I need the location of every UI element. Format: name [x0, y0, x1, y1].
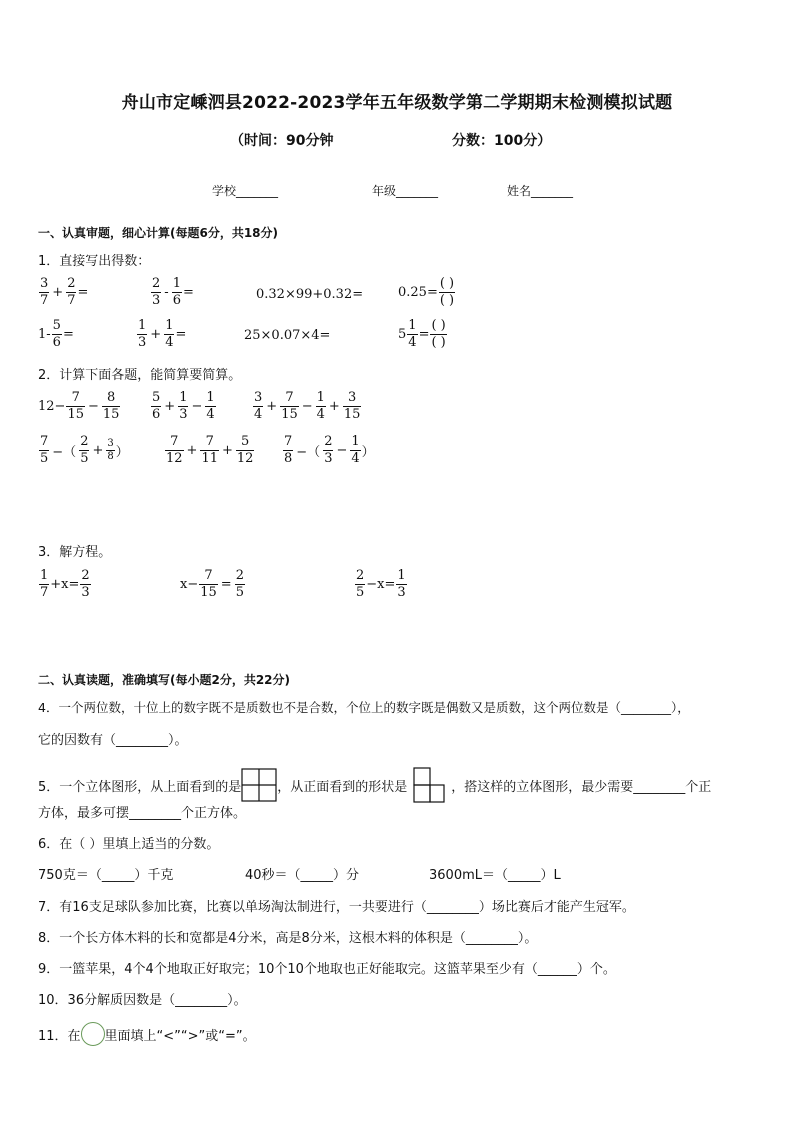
fraction: $\frac{7}{11}$	[201, 434, 218, 466]
fraction: $\frac{2}{7}$	[67, 276, 76, 308]
fraction: $\frac{5}{12}$	[236, 434, 254, 466]
q2-item-f: $\frac{7}{8}$ −（ $\frac{2}{3}$ − $\frac{1}{4}$ ）	[284, 434, 375, 466]
q2-item-a: 12− $\frac{7}{15}$ − $\frac{8}{15}$	[38, 390, 120, 422]
circle-icon	[81, 1022, 105, 1046]
fraction: $\frac{2}{5}$	[235, 568, 244, 600]
fraction: $\frac{1}{4}$	[316, 390, 325, 422]
top-view-icon	[241, 768, 277, 802]
question-4-line2: 它的因数有（________）。	[38, 733, 188, 748]
page-title: 舟山市定嵊泗县2022-2023学年五年级数学第二学期期末检测模拟试题	[121, 93, 673, 113]
fraction: $\frac{1}{4}$	[408, 318, 417, 350]
q1-item-e: 1- $\frac{5}{6}$ =	[38, 318, 74, 350]
question-10: 10．36分解质因数是（________）。	[38, 993, 247, 1008]
q3-item-a: $\frac{1}{7}$ +x= $\frac{2}{3}$	[40, 568, 90, 600]
q1-item-h: 5 $\frac{1}{4}$ = $\frac{( )}{( )}$	[398, 318, 446, 350]
fraction: $\frac{7}{8}$	[284, 434, 293, 466]
q1-item-f: $\frac{1}{3}$ + $\frac{1}{4}$ =	[138, 318, 187, 350]
fraction: $\frac{7}{15}$	[200, 568, 217, 600]
fraction: $\frac{3}{7}$	[40, 276, 49, 308]
q2-item-d: $\frac{7}{5}$ −（ $\frac{2}{5}$ + $\frac{3}{8}$ ）	[40, 434, 129, 466]
fraction: $\frac{3}{4}$	[254, 390, 263, 422]
question-1: 1．直接写出得数：	[38, 254, 151, 269]
q2-item-c: $\frac{3}{4}$ + $\frac{7}{15}$ − $\frac{1}{4}$ + $\frac{3}{15}$	[254, 390, 361, 422]
q6-item-c: 3600mL＝（_____）L	[429, 868, 561, 883]
q1-item-c: 0.32×99+0.32=	[256, 287, 364, 302]
fraction: $\frac{1}{4}$	[206, 390, 215, 422]
grade-field: 年级_______	[372, 184, 439, 198]
q2-item-e: $\frac{7}{12}$ + $\frac{7}{11}$ + $\frac{5}{12}$	[166, 434, 254, 466]
fraction: $\frac{1}{6}$	[172, 276, 181, 308]
fraction: $\frac{1}{3}$	[179, 390, 188, 422]
fraction: $\frac{1}{7}$	[40, 568, 49, 600]
fraction: $\frac{2}{3}$	[152, 276, 161, 308]
q6-item-b: 40秒＝（_____）分	[245, 868, 360, 883]
fraction: $\frac{1}{3}$	[138, 318, 147, 350]
fraction: $\frac{5}{6}$	[152, 390, 161, 422]
fraction: $\frac{7}{12}$	[166, 434, 183, 466]
fraction-blank: $\frac{( )}{( )}$	[431, 318, 446, 350]
q1-item-b: $\frac{2}{3}$ - $\frac{1}{6}$ =	[152, 276, 194, 308]
fraction: $\frac{1}{4}$	[351, 434, 360, 466]
q1-item-g: 25×0.07×4=	[244, 328, 331, 343]
section-1-heading: 一、认真审题，细心计算(每题6分，共18分)	[38, 226, 279, 240]
front-view-icon	[411, 765, 447, 805]
question-7: 7．有16支足球队参加比赛，比赛以单场淘汰制进行，一共要进行（________）场比赛后才能产生冠军。	[38, 900, 635, 915]
q6-item-a: 750克＝（_____）千克	[38, 868, 174, 883]
question-8: 8．一个长方体木料的长和宽都是4分米，高是8分米，这根木料的体积是（________）。	[38, 931, 538, 946]
fraction: $\frac{3}{15}$	[343, 390, 361, 422]
fraction: $\frac{2}{5}$	[80, 434, 89, 466]
fraction: $\frac{7}{15}$	[67, 390, 84, 422]
time-label: （时间：90分钟	[230, 133, 334, 149]
fraction: $\frac{2}{5}$	[356, 568, 365, 600]
q3-item-b: x− $\frac{7}{15}$ = $\frac{2}{5}$	[180, 568, 244, 600]
question-11: 11．在 里面填上“<”“>”或“=”。	[38, 1022, 256, 1046]
q2-item-b: $\frac{5}{6}$ + $\frac{1}{3}$ − $\frac{1}{4}$	[152, 390, 215, 422]
q1-item-a: $\frac{3}{7}$ + $\frac{2}{7}$ =	[40, 276, 89, 308]
fraction: $\frac{1}{3}$	[397, 568, 406, 600]
question-4: 4．一个两位数，十位上的数字既不是质数也不是合数，个位上的数字既是偶数又是质数，这个两位数是（________），	[38, 700, 690, 715]
school-field: 学校_______	[212, 184, 279, 198]
question-2: 2．计算下面各题，能简算要简算。	[38, 368, 242, 383]
fraction: $\frac{7}{15}$	[281, 390, 298, 422]
fraction: $\frac{1}{4}$	[165, 318, 174, 350]
fraction: $\frac{2}{3}$	[81, 568, 90, 600]
question-9: 9．一篮苹果，4个4个地取正好取完；10个10个地取也正好能取完。这篮苹果至少有（______）个。	[38, 962, 616, 977]
fraction: $\frac{2}{3}$	[324, 434, 333, 466]
fraction: $\frac{5}{6}$	[52, 318, 61, 350]
q3-item-c: $\frac{2}{5}$ −x= $\frac{1}{3}$	[356, 568, 406, 600]
score-label: 分数：100分）	[452, 133, 552, 149]
fraction-blank: $\frac{( )}{( )}$	[439, 276, 455, 308]
question-5: 5．一个立体图形，从上面看到的是 ，从正面看到的形状是 ，搭这样的立体图形，最少需要________个正	[38, 765, 711, 805]
question-6: 6．在（ ）里填上适当的分数。	[38, 837, 220, 852]
question-5-line2: 方体，最多可摆________个正方体。	[38, 806, 247, 821]
fraction: $\frac{7}{5}$	[40, 434, 49, 466]
section-2-heading: 二、认真读题，准确填写(每小题2分，共22分)	[38, 673, 291, 687]
question-3: 3．解方程。	[38, 545, 112, 560]
name-field: 姓名_______	[507, 184, 574, 198]
fraction: $\frac{3}{8}$	[107, 438, 114, 462]
q1-item-d: 0.25= $\frac{( )}{( )}$	[398, 276, 455, 308]
fraction: $\frac{8}{15}$	[102, 390, 120, 422]
